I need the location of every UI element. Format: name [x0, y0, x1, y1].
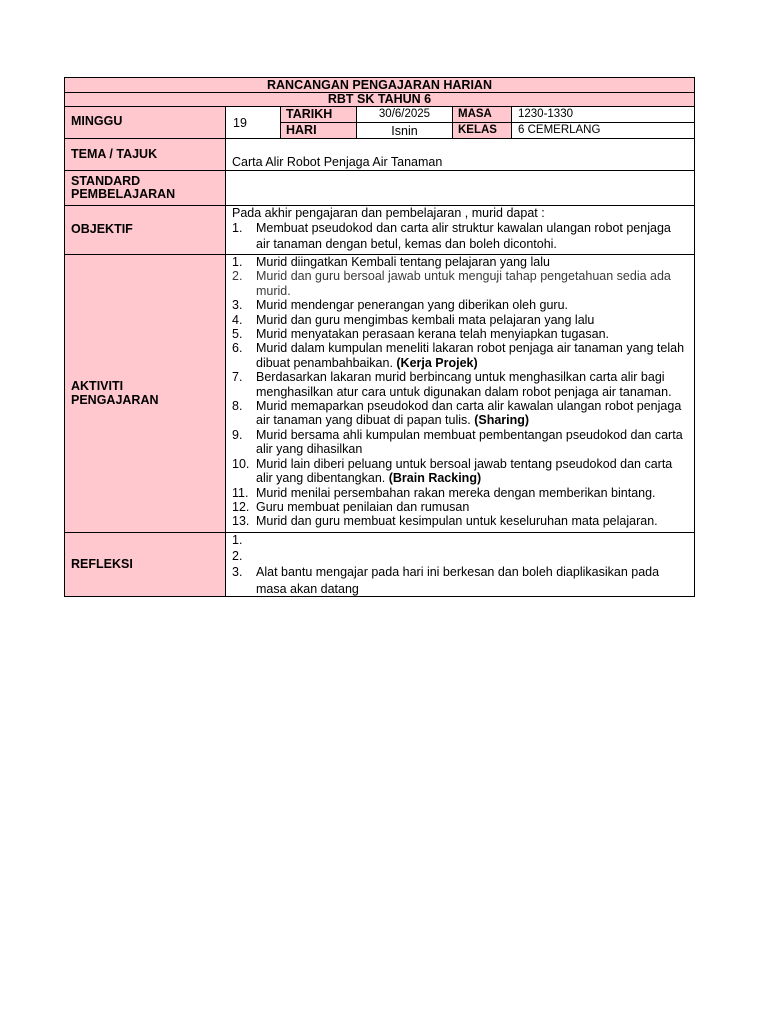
list-item: 2.	[232, 548, 243, 563]
minggu-label: MINGGU	[71, 114, 123, 128]
aktiviti-label-line1: AKTIVITI	[71, 379, 124, 393]
list-item: 3. Alat bantu mengajar pada hari ini berkesan dan boleh diaplikasikan pada masa akan datang	[232, 565, 660, 596]
hari-label: HARI	[286, 123, 317, 137]
kelas-label: KELAS	[458, 124, 497, 136]
objektif-intro: Pada akhir pengajaran dan pembelajaran , murid dapat :	[232, 206, 545, 220]
list-item: 1. Murid diingatkan Kembali tentang pelajaran yang lalu	[232, 255, 550, 269]
masa-label: MASA	[458, 108, 492, 120]
list-item: 4. Murid dan guru mengimbas kembali mata pelajaran yang lalu	[232, 312, 595, 327]
list-item: 10. Murid lain diberi peluang untuk bersoal jawab tentang pseudokod dan carta alir yang dibentangkan. (Brain Racking)	[232, 456, 673, 486]
tarikh-value: 30/6/2025	[378, 108, 431, 120]
tema-value: Carta Alir Robot Penjaga Air Tanaman	[232, 155, 443, 169]
kelas-value: 6 CEMERLANG	[518, 124, 601, 136]
list-item: 2. Murid dan guru bersoal jawab untuk menguji tahap pengetahuan sedia ada murid.	[232, 269, 671, 298]
standard-label-line1: STANDARD	[71, 174, 141, 188]
hari-value: Isnin	[391, 124, 418, 138]
list-item: 7. Berdasarkan lakaran murid berbincang untuk menghasilkan carta alir bagi menghasilkan atur cara untuk digunakan dalam robot penjaga air tanaman.	[232, 370, 672, 399]
objektif-label: OBJEKTIF	[71, 222, 133, 236]
aktiviti-list	[232, 255, 690, 529]
list-item: 1. Membuat pseudokod dan carta alir struktur kawalan ulangan robot penjaga air tanaman dengan betul, kemas dan boleh dicontohi.	[232, 221, 671, 251]
minggu-value: 19	[233, 116, 247, 130]
list-item: 11. Murid menilai persembahan rakan mereka dengan memberikan bintang.	[232, 485, 656, 500]
list-item: 3. Murid mendengar penerangan yang diberikan oleh guru.	[232, 298, 569, 313]
refleksi-list	[232, 533, 688, 597]
document-subtitle: RBT SK TAHUN 6	[327, 92, 432, 106]
masa-value: 1230-1330	[518, 108, 573, 120]
tarikh-label: TARIKH	[286, 107, 333, 121]
list-item: 1.	[232, 533, 243, 547]
tema-label: TEMA / TAJUK	[71, 147, 158, 161]
aktiviti-label-line2: PENGAJARAN	[71, 393, 159, 407]
list-item: 5. Murid menyatakan perasaan kerana telah menyiapkan tugasan.	[232, 327, 609, 342]
objektif-list	[232, 221, 688, 252]
list-item: 9. Murid bersama ahli kumpulan membuat pembentangan pseudokod dan carta alir yang dihasilkan	[232, 427, 683, 457]
standard-label-line2: PEMBELAJARAN	[71, 187, 176, 201]
list-item: 6. Murid dalam kumpulan meneliti lakaran robot penjaga air tanaman yang telah dibuat penambahbaikan. (Kerja Projek)	[232, 341, 685, 370]
list-item: 8. Murid memaparkan pseudokod dan carta alir kawalan ulangan robot penjaga air tanaman yang dibuat di papan tulis. (Sharing)	[232, 399, 682, 428]
list-item: 13. Murid dan guru membuat kesimpulan untuk keseluruhan mata pelajaran.	[232, 514, 658, 529]
document-title: RANCANGAN PENGAJARAN HARIAN	[266, 78, 492, 92]
refleksi-label: REFLEKSI	[71, 557, 133, 571]
list-item: 12. Guru membuat penilaian dan rumusan	[232, 499, 470, 514]
